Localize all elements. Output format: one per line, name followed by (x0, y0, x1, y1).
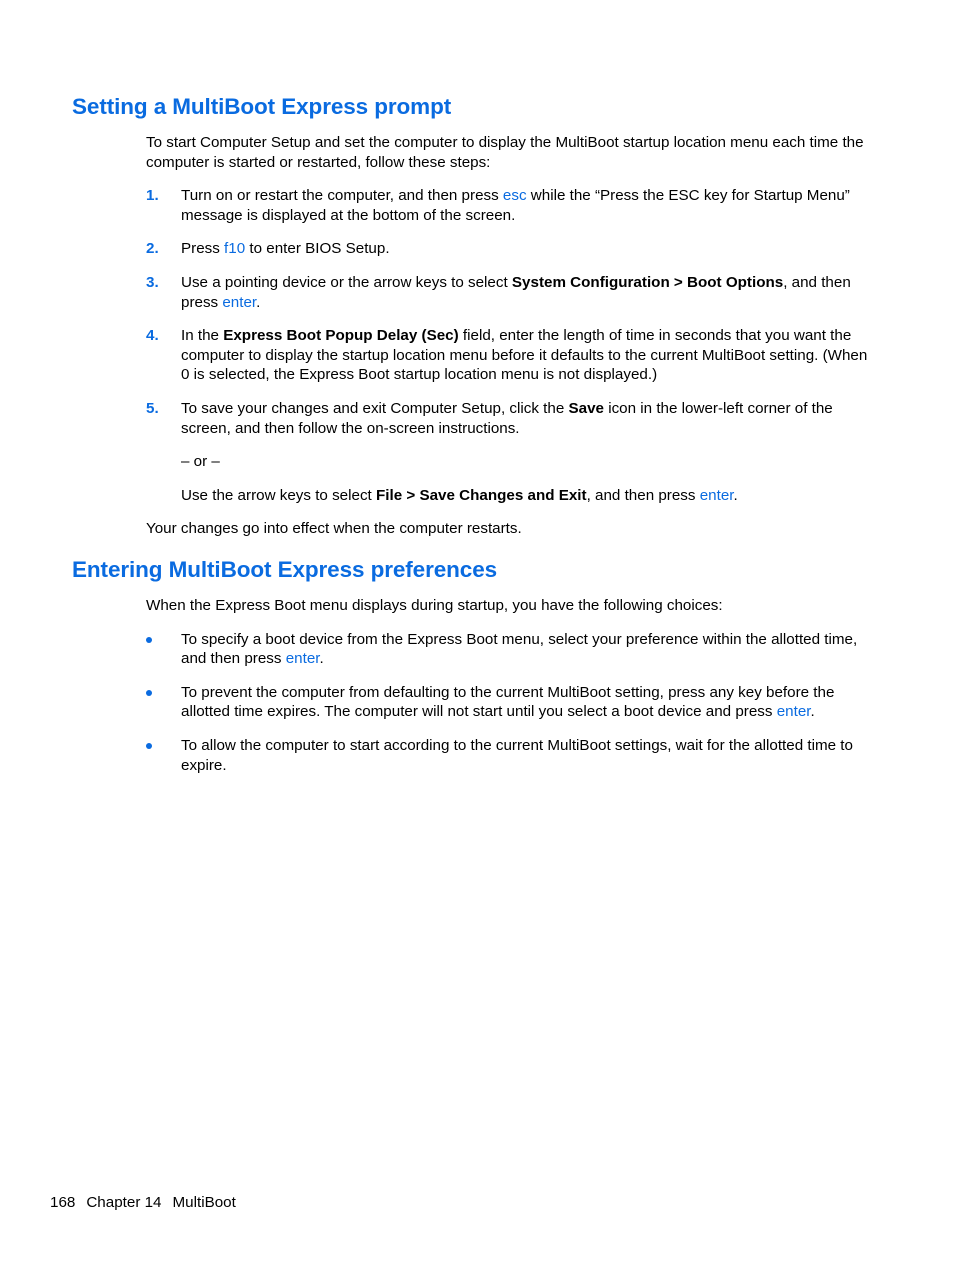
chapter-label: Chapter 14 (86, 1194, 162, 1211)
bullet-icon (146, 690, 152, 696)
menu-path: System Configuration > Boot Options (511, 273, 784, 291)
icon-name: Save (568, 399, 604, 417)
bullet-icon (146, 743, 152, 749)
bullet-text: . (810, 703, 815, 721)
bullet-icon (146, 637, 152, 643)
step-item (146, 186, 872, 225)
step-text: Use the arrow keys to select (181, 486, 376, 504)
menu-path: File > Save Changes and Exit (375, 486, 587, 504)
step-text: icon in the lower-left corner of the screen, and then follow the on-screen instructions. (181, 399, 833, 437)
outro-paragraph: Your changes go into effect when the computer restarts. (146, 520, 522, 538)
step-text: , and then press (181, 273, 851, 311)
step-text: Press (181, 240, 225, 258)
step-text: , and then press (586, 486, 700, 504)
step-number: 3. (146, 273, 159, 291)
key-name: enter (222, 293, 257, 311)
intro-paragraph: To start Computer Setup and set the computer to display the MultiBoot startup location menu each time the computer is started or restarted, follow these steps: (146, 134, 864, 171)
page-number: 168 (50, 1194, 76, 1211)
step-number: 1. (146, 187, 159, 205)
step-item (146, 326, 872, 385)
step-text: Turn on or restart the computer, and then press (181, 187, 503, 205)
section-body (146, 133, 872, 539)
section-heading: Entering MultiBoot Express preferences (72, 557, 498, 582)
step-text: In the (181, 327, 224, 345)
bullet-item (146, 683, 872, 722)
page-footer (50, 1193, 236, 1212)
step-text: . (256, 293, 261, 311)
bullet-text: To allow the computer to start according to the current MultiBoot settings, wait for the allotted time to expire. (181, 736, 853, 774)
key-name: f10 (224, 240, 246, 258)
step-text: Use a pointing device or the arrow keys to select (181, 273, 512, 291)
bullet-item (146, 630, 872, 669)
bullet-text: . (319, 650, 324, 668)
step-text: field, enter the length of time in seconds that you want the computer to display the startup location menu before it defaults to the current MultiBoot setting. (When 0 is selected, the Express Boot startup location menu is not displayed.) (181, 327, 868, 384)
steps-list (146, 186, 872, 505)
section-multiboot-express-preferences (72, 555, 872, 775)
bullet-text: To prevent the computer from defaulting to the current MultiBoot setting, press any key before the allotted time expires. The computer will not start until you select a boot device and press (181, 683, 835, 721)
step-item (146, 399, 872, 505)
step-item (146, 273, 872, 312)
step-item (146, 239, 872, 259)
key-name: enter (285, 650, 320, 668)
section-heading: Setting a MultiBoot Express prompt (72, 94, 452, 119)
step-text: . (733, 486, 738, 504)
chapter-title: MultiBoot (172, 1194, 236, 1211)
or-separator: – or – (181, 453, 220, 471)
field-name: Express Boot Popup Delay (Sec) (223, 327, 459, 345)
step-text: to enter BIOS Setup. (245, 240, 390, 258)
step-number: 5. (146, 399, 159, 417)
key-name: enter (699, 486, 734, 504)
bullet-item (146, 736, 872, 775)
step-number: 2. (146, 240, 159, 258)
section-body (146, 596, 872, 775)
key-name: esc (502, 187, 527, 205)
step-text: while the “Press the ESC key for Startup Menu” message is displayed at the bottom of the screen. (181, 187, 850, 224)
intro-paragraph: When the Express Boot menu displays during startup, you have the following choices: (146, 597, 723, 614)
alternative-step (181, 486, 872, 506)
key-name: enter (776, 703, 811, 721)
step-text: To save your changes and exit Computer Setup, click the (181, 399, 569, 417)
step-number: 4. (146, 327, 159, 345)
section-multiboot-express-prompt (72, 92, 872, 539)
bullet-text: To specify a boot device from the Express Boot menu, select your preference within the allotted time, and then press (181, 630, 858, 668)
choices-list (146, 630, 872, 776)
